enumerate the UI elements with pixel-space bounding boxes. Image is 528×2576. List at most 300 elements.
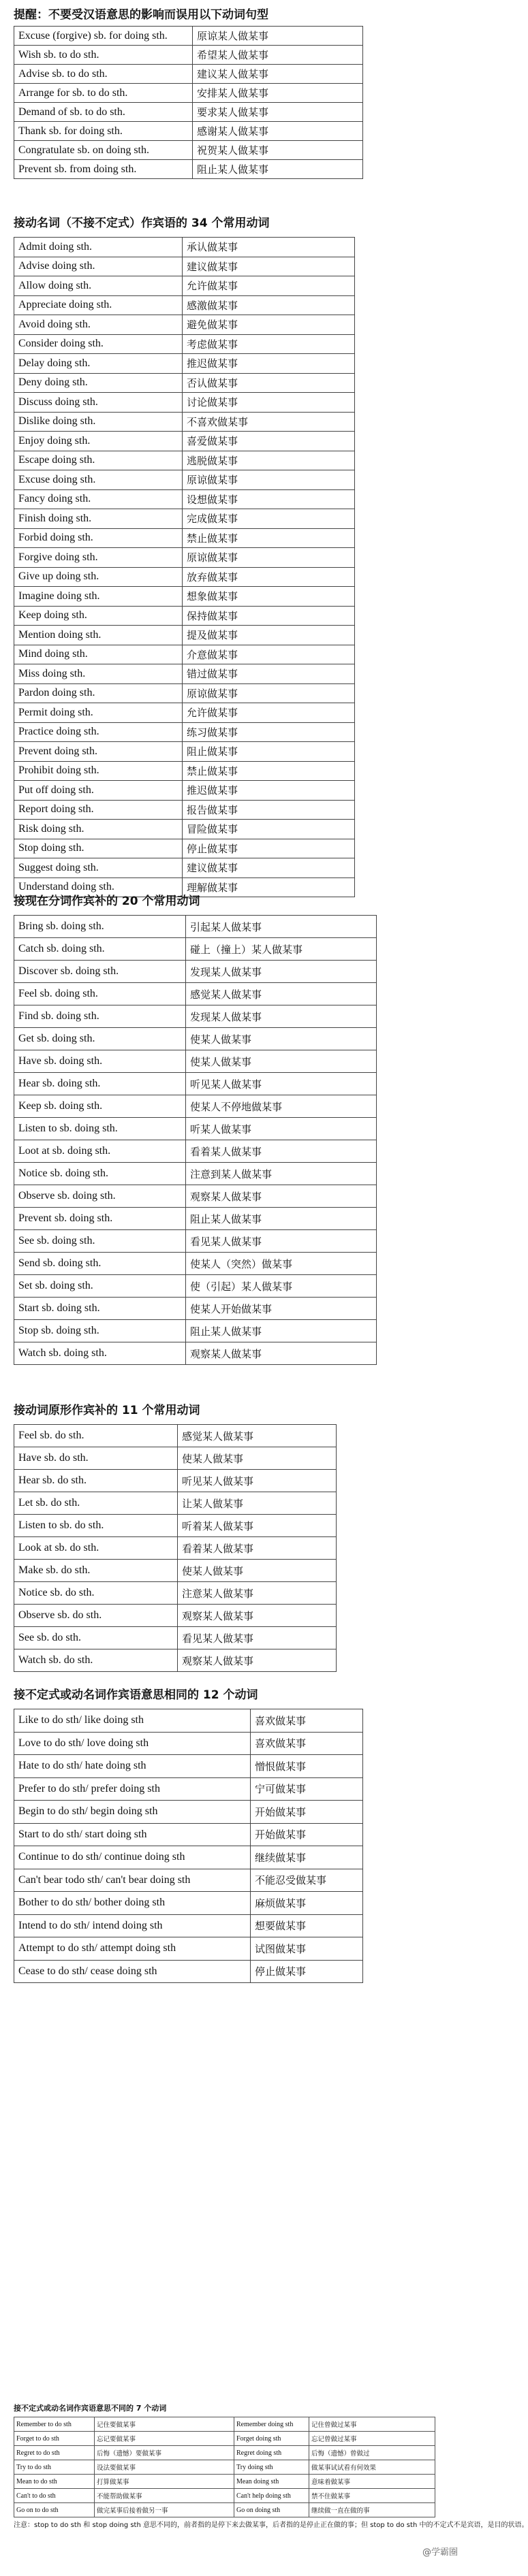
verb-pattern: See sb. do sth. (14, 1627, 178, 1649)
verb-pattern: Love to do sth/ love doing sth (14, 1732, 251, 1755)
table-row (14, 781, 355, 801)
verb-pattern: Risk doing sth. (14, 820, 183, 839)
table-row (14, 587, 355, 607)
table-row (14, 961, 377, 983)
chinese-meaning: 阻止某人做某事 (186, 1208, 377, 1230)
meaning-infinitive: 设法要做某事 (95, 2460, 234, 2475)
chinese-meaning: 阻止某人做某事 (193, 160, 363, 179)
pattern-gerund: Try doing sth (234, 2460, 309, 2475)
table-row (14, 1095, 377, 1118)
table-row (14, 2503, 435, 2517)
chinese-meaning: 禁止做某事 (183, 761, 355, 781)
chinese-meaning: 注意到某人做某事 (186, 1163, 377, 1185)
verb-pattern: Discover sb. doing sth. (14, 961, 186, 983)
table-row (14, 1892, 363, 1915)
pattern-gerund: Go on doing sth (234, 2503, 309, 2517)
verb-pattern: Finish doing sth. (14, 509, 183, 529)
table-row (14, 354, 355, 374)
chinese-meaning: 听见某人做某事 (186, 1073, 377, 1095)
verb-pattern: Prevent doing sth. (14, 742, 183, 762)
chinese-meaning: 错过做某事 (183, 664, 355, 684)
chinese-meaning: 看着某人做某事 (178, 1537, 337, 1560)
meaning-infinitive: 记住要做某事 (95, 2417, 234, 2432)
verb-pattern: Demand of sb. to do sth. (14, 103, 193, 122)
chinese-meaning: 看见某人做某事 (186, 1230, 377, 1253)
table-row (14, 27, 363, 46)
verb-pattern: Catch sb. doing sth. (14, 938, 186, 961)
verb-pattern: Suggest doing sth. (14, 858, 183, 878)
table-row (14, 315, 355, 335)
verb-pattern: Advise sb. to do sth. (14, 65, 193, 84)
table-row (14, 858, 355, 878)
verb-table (14, 1424, 337, 1672)
meaning-gerund: 忘记曾做过某事 (309, 2432, 435, 2446)
table-row (14, 451, 355, 470)
table-row (14, 1425, 337, 1447)
table-row (14, 1823, 363, 1846)
section-title: 提醒：不要受汉语意思的影响而误用以下动词句型 (14, 8, 268, 22)
table-row (14, 334, 355, 354)
pattern-gerund: Remember doing sth (234, 2417, 309, 2432)
chinese-meaning: 希望某人做某事 (193, 46, 363, 65)
verb-pattern: Miss doing sth. (14, 664, 183, 684)
chinese-meaning: 原谅做某事 (183, 470, 355, 490)
chinese-meaning: 憎恨做某事 (251, 1755, 363, 1778)
verb-pattern: Bother to do sth/ bother doing sth (14, 1892, 251, 1915)
meaning-gerund: 禁不住做某事 (309, 2489, 435, 2503)
pattern-infinitive: Mean to do sth (14, 2475, 95, 2489)
table-row (14, 528, 355, 548)
chinese-meaning: 开始做某事 (251, 1823, 363, 1846)
chinese-meaning: 停止做某事 (251, 1960, 363, 1983)
section-reminder (14, 7, 363, 179)
table-row (14, 432, 355, 451)
table-row (14, 141, 363, 160)
table-row (14, 761, 355, 781)
section-gerund-verbs (14, 215, 355, 897)
table-row (14, 1515, 337, 1537)
table-row (14, 509, 355, 529)
verb-pattern: Hear sb. do sth. (14, 1470, 178, 1492)
table-row (14, 1118, 377, 1140)
verb-pattern: Excuse (forgive) sb. for doing sth. (14, 27, 193, 46)
chinese-meaning: 阻止做某事 (183, 742, 355, 762)
verb-pattern: Understand doing sth. (14, 878, 183, 897)
chinese-meaning: 原谅做某事 (183, 548, 355, 568)
chinese-meaning: 建议做某事 (183, 257, 355, 276)
verb-pattern: Permit doing sth. (14, 703, 183, 723)
verb-pattern: Congratulate sb. on doing sth. (14, 141, 193, 160)
chinese-meaning: 观察某人做某事 (178, 1605, 337, 1627)
table-row (14, 820, 355, 839)
verb-pattern: Have sb. do sth. (14, 1447, 178, 1470)
verb-pattern: Feel sb. doing sth. (14, 983, 186, 1005)
chinese-meaning: 提及做某事 (183, 626, 355, 645)
table-row (14, 295, 355, 315)
meaning-gerund: 意味着做某事 (309, 2475, 435, 2489)
chinese-meaning: 要求某人做某事 (193, 103, 363, 122)
chinese-meaning: 报告做某事 (183, 800, 355, 820)
verb-pattern: Dislike doing sth. (14, 412, 183, 432)
chinese-meaning: 发现某人做某事 (186, 1005, 377, 1028)
chinese-meaning: 否认做某事 (183, 373, 355, 393)
verb-pattern: Loot at sb. doing sth. (14, 1140, 186, 1163)
chinese-meaning: 想要做某事 (251, 1914, 363, 1937)
chinese-meaning: 理解做某事 (183, 878, 355, 897)
table-row (14, 1275, 377, 1298)
table-row (14, 1869, 363, 1892)
chinese-meaning: 感谢某人做某事 (193, 122, 363, 141)
table-row (14, 664, 355, 684)
pattern-infinitive: Forget to do sth (14, 2432, 95, 2446)
table-row (14, 1140, 377, 1163)
chinese-meaning: 喜欢做某事 (251, 1732, 363, 1755)
table-row (14, 1230, 377, 1253)
chinese-meaning: 考虑做某事 (183, 334, 355, 354)
verb-pattern: Bring sb. doing sth. (14, 916, 186, 938)
chinese-meaning: 放弃做某事 (183, 567, 355, 587)
section-title: 接不定式或动名词作宾语意思不同的 7 个动词 (14, 2404, 167, 2413)
section-title: 接动词原形作宾补的 11 个常用动词 (14, 1404, 200, 1417)
table-row (14, 393, 355, 413)
table-row (14, 1960, 363, 1983)
table-row (14, 1777, 363, 1801)
table-row (14, 1755, 363, 1778)
verb-pattern: Begin to do sth/ begin doing sth (14, 1801, 251, 1824)
chinese-meaning: 使某人不停地做某事 (186, 1095, 377, 1118)
chinese-meaning: 安排某人做某事 (193, 84, 363, 103)
verb-pattern: Report doing sth. (14, 800, 183, 820)
chinese-meaning: 祝贺某人做某事 (193, 141, 363, 160)
table-row (14, 1732, 363, 1755)
table-row (14, 1605, 337, 1627)
chinese-meaning: 感觉某人做某事 (178, 1425, 337, 1447)
verb-pattern: Discuss doing sth. (14, 393, 183, 413)
pattern-gerund: Mean doing sth (234, 2475, 309, 2489)
table-row (14, 983, 377, 1005)
verb-pattern: Prevent sb. from doing sth. (14, 160, 193, 179)
table-row (14, 800, 355, 820)
verb-pattern: Arrange for sb. to do sth. (14, 84, 193, 103)
verb-pattern: Can't bear todo sth/ can't bear doing sth (14, 1869, 251, 1892)
chinese-meaning: 建议某人做某事 (193, 65, 363, 84)
verb-pattern: Fancy doing sth. (14, 489, 183, 509)
table-row (14, 1560, 337, 1582)
table-row (14, 46, 363, 65)
chinese-meaning: 使某人开始做某事 (186, 1298, 377, 1320)
chinese-meaning: 不能忍受做某事 (251, 1869, 363, 1892)
table-row (14, 489, 355, 509)
chinese-meaning: 观察某人做某事 (186, 1342, 377, 1365)
verb-pattern: Escape doing sth. (14, 451, 183, 470)
verb-pattern: Watch sb. doing sth. (14, 1342, 186, 1365)
table-row (14, 1298, 377, 1320)
chinese-meaning: 不喜欢做某事 (183, 412, 355, 432)
section-title: 接动名词（不接不定式）作宾语的 34 个常用动词 (14, 216, 270, 230)
table-row (14, 645, 355, 664)
chinese-meaning: 建议做某事 (183, 858, 355, 878)
meaning-infinitive: 打算做某事 (95, 2475, 234, 2489)
table-row (14, 1470, 337, 1492)
verb-pattern: Feel sb. do sth. (14, 1425, 178, 1447)
verb-pattern: Start to do sth/ start doing sth (14, 1823, 251, 1846)
verb-table (14, 915, 377, 1365)
chinese-meaning: 观察某人做某事 (178, 1649, 337, 1672)
verb-pattern: Notice sb. do sth. (14, 1582, 178, 1605)
verb-pattern: Prevent sb. doing sth. (14, 1208, 186, 1230)
table-row (14, 1050, 377, 1073)
verb-pattern: Imagine doing sth. (14, 587, 183, 607)
table-row (14, 1320, 377, 1342)
table-row (14, 412, 355, 432)
chinese-meaning: 推迟做某事 (183, 781, 355, 801)
chinese-meaning: 想象做某事 (183, 587, 355, 607)
table-row (14, 2460, 435, 2475)
table-row (14, 683, 355, 703)
chinese-meaning: 继续做某事 (251, 1846, 363, 1869)
verb-pattern: Get sb. doing sth. (14, 1028, 186, 1050)
chinese-meaning: 使某人做某事 (186, 1050, 377, 1073)
chinese-meaning: 冒险做某事 (183, 820, 355, 839)
table-row (14, 1937, 363, 1961)
chinese-meaning: 感激做某事 (183, 295, 355, 315)
verb-pattern: Mention doing sth. (14, 626, 183, 645)
chinese-meaning: 使某人做某事 (178, 1447, 337, 1470)
table-row (14, 103, 363, 122)
chinese-meaning: 练习做某事 (183, 722, 355, 742)
table-row (14, 1342, 377, 1365)
verb-table (14, 26, 363, 179)
chinese-meaning: 推迟做某事 (183, 354, 355, 374)
verb-pattern: Give up doing sth. (14, 567, 183, 587)
table-row (14, 65, 363, 84)
pattern-infinitive: Go on to do sth (14, 2503, 95, 2517)
chinese-meaning: 使某人（突然）做某事 (186, 1253, 377, 1275)
chinese-meaning: 承认做某事 (183, 238, 355, 257)
verb-pattern: Mind doing sth. (14, 645, 183, 664)
verb-pattern: Notice sb. doing sth. (14, 1163, 186, 1185)
chinese-meaning: 完成做某事 (183, 509, 355, 529)
verb-pattern: Attempt to do sth/ attempt doing sth (14, 1937, 251, 1961)
table-row (14, 703, 355, 723)
verb-pattern: Enjoy doing sth. (14, 432, 183, 451)
chinese-meaning: 引起某人做某事 (186, 916, 377, 938)
chinese-meaning: 碰上（撞上）某人做某事 (186, 938, 377, 961)
verb-pattern: Have sb. doing sth. (14, 1050, 186, 1073)
chinese-meaning: 保持做某事 (183, 606, 355, 626)
chinese-meaning: 原谅做某事 (183, 683, 355, 703)
table-row (14, 1208, 377, 1230)
chinese-meaning: 让某人做某事 (178, 1492, 337, 1515)
table-row (14, 548, 355, 568)
section-title: 接不定式或动名词作宾语意思相同的 12 个动词 (14, 1688, 258, 1702)
pattern-gerund: Regret doing sth (234, 2446, 309, 2460)
verb-pattern: Like to do sth/ like doing sth (14, 1709, 251, 1733)
table-row (14, 276, 355, 296)
table-row (14, 1801, 363, 1824)
table-row (14, 373, 355, 393)
chinese-meaning: 看着某人做某事 (186, 1140, 377, 1163)
chinese-meaning: 注意某人做某事 (178, 1582, 337, 1605)
chinese-meaning: 听某人做某事 (186, 1118, 377, 1140)
verb-pattern: Forbid doing sth. (14, 528, 183, 548)
verb-pattern: Delay doing sth. (14, 354, 183, 374)
pattern-infinitive: Regret to do sth (14, 2446, 95, 2460)
chinese-meaning: 开始做某事 (251, 1801, 363, 1824)
table-row (14, 2475, 435, 2489)
chinese-meaning: 使某人做某事 (178, 1560, 337, 1582)
chinese-meaning: 喜欢做某事 (251, 1709, 363, 1733)
verb-pattern: Hear sb. doing sth. (14, 1073, 186, 1095)
watermark: @学霸圈 (422, 2547, 458, 2558)
meaning-infinitive: 做完某事后接着做另一事 (95, 2503, 234, 2517)
meaning-infinitive: 忘记要做某事 (95, 2432, 234, 2446)
chinese-meaning: 停止做某事 (183, 839, 355, 858)
verb-pattern: Make sb. do sth. (14, 1560, 178, 1582)
table-row (14, 1914, 363, 1937)
chinese-meaning: 阻止某人做某事 (186, 1320, 377, 1342)
chinese-meaning: 发现某人做某事 (186, 961, 377, 983)
section-different-meaning-verbs (14, 2403, 528, 2531)
verb-pattern: Put off doing sth. (14, 781, 183, 801)
table-row (14, 1649, 337, 1672)
chinese-meaning: 麻烦做某事 (251, 1892, 363, 1915)
verb-pattern: Consider doing sth. (14, 334, 183, 354)
chinese-meaning: 讨论做某事 (183, 393, 355, 413)
table-row (14, 2446, 435, 2460)
table-row (14, 916, 377, 938)
table-row (14, 1846, 363, 1869)
table-row (14, 238, 355, 257)
verb-table (14, 1709, 363, 1983)
chinese-meaning: 避免做某事 (183, 315, 355, 335)
pattern-infinitive: Can't to do sth (14, 2489, 95, 2503)
chinese-meaning: 感觉某人做某事 (186, 983, 377, 1005)
table-row (14, 122, 363, 141)
chinese-meaning: 使某人做某事 (186, 1028, 377, 1050)
verb-pattern: Watch sb. do sth. (14, 1649, 178, 1672)
verb-pattern: See sb. doing sth. (14, 1230, 186, 1253)
verb-pattern: Stop doing sth. (14, 839, 183, 858)
table-row (14, 257, 355, 276)
table-row (14, 1582, 337, 1605)
verb-pattern: Advise doing sth. (14, 257, 183, 276)
verb-pattern: Observe sb. do sth. (14, 1605, 178, 1627)
meaning-gerund: 后悔（遗憾）曾做过 (309, 2446, 435, 2460)
table-row (14, 1163, 377, 1185)
table-row (14, 2417, 435, 2432)
table-row (14, 470, 355, 490)
table-row (14, 84, 363, 103)
verb-pattern: Excuse doing sth. (14, 470, 183, 490)
verb-pattern: Look at sb. do sth. (14, 1537, 178, 1560)
table-row (14, 567, 355, 587)
meaning-infinitive: 后悔（遗憾）要做某事 (95, 2446, 234, 2460)
pattern-infinitive: Remember to do sth (14, 2417, 95, 2432)
chinese-meaning: 使（引起）某人做某事 (186, 1275, 377, 1298)
verb-pattern: Avoid doing sth. (14, 315, 183, 335)
chinese-meaning: 设想做某事 (183, 489, 355, 509)
note-text: 注意：stop to do sth 和 stop doing sth 意思不同的，前者指的是停下来去做某事，后者指的是停止正在做的事；但 stop to do sth 中的不定式不是宾语，是目的状语。 (14, 2522, 528, 2529)
verb-pattern: Forgive doing sth. (14, 548, 183, 568)
pattern-gerund: Can't help doing sth (234, 2489, 309, 2503)
verb-table (14, 237, 355, 897)
chinese-meaning: 试图做某事 (251, 1937, 363, 1961)
table-row (14, 1028, 377, 1050)
chinese-meaning: 听见某人做某事 (178, 1470, 337, 1492)
verb-pattern: Pardon doing sth. (14, 683, 183, 703)
verb-pattern: Stop sb. doing sth. (14, 1320, 186, 1342)
meaning-gerund: 记住曾做过某事 (309, 2417, 435, 2432)
verb-pattern: Allow doing sth. (14, 276, 183, 296)
table-row (14, 1492, 337, 1515)
verb-pattern: Appreciate doing sth. (14, 295, 183, 315)
verb-pattern: Listen to sb. do sth. (14, 1515, 178, 1537)
section-present-participle-complement (14, 893, 377, 1365)
chinese-meaning: 喜爱做某事 (183, 432, 355, 451)
verb-pattern: Listen to sb. doing sth. (14, 1118, 186, 1140)
table-row (14, 1073, 377, 1095)
chinese-meaning: 禁止做某事 (183, 528, 355, 548)
verb-pattern: Intend to do sth/ intend doing sth (14, 1914, 251, 1937)
verb-pattern: Admit doing sth. (14, 238, 183, 257)
verb-pattern: Cease to do sth/ cease doing sth (14, 1960, 251, 1983)
table-row (14, 938, 377, 961)
table-row (14, 1537, 337, 1560)
verb-pattern: Continue to do sth/ continue doing sth (14, 1846, 251, 1869)
verb-pattern: Practice doing sth. (14, 722, 183, 742)
pattern-gerund: Forget doing sth (234, 2432, 309, 2446)
table-row (14, 839, 355, 858)
table-row (14, 2489, 435, 2503)
verb-pattern: Keep sb. doing sth. (14, 1095, 186, 1118)
verb-pattern: Set sb. doing sth. (14, 1275, 186, 1298)
chinese-meaning: 观察某人做某事 (186, 1185, 377, 1208)
verb-pattern: Let sb. do sth. (14, 1492, 178, 1515)
table-row (14, 2432, 435, 2446)
chinese-meaning: 宁可做某事 (251, 1777, 363, 1801)
meaning-infinitive: 不能帮助做某事 (95, 2489, 234, 2503)
verb-pattern: Deny doing sth. (14, 373, 183, 393)
table-row (14, 626, 355, 645)
table-row (14, 1447, 337, 1470)
verb-table-small (14, 2417, 435, 2517)
verb-pattern: Send sb. doing sth. (14, 1253, 186, 1275)
chinese-meaning: 原谅某人做某事 (193, 27, 363, 46)
verb-pattern: Observe sb. doing sth. (14, 1185, 186, 1208)
chinese-meaning: 允许做某事 (183, 276, 355, 296)
verb-pattern: Find sb. doing sth. (14, 1005, 186, 1028)
table-row (14, 742, 355, 762)
table-row (14, 1253, 377, 1275)
table-row (14, 1005, 377, 1028)
chinese-meaning: 允许做某事 (183, 703, 355, 723)
section-same-meaning-verbs (14, 1687, 363, 1983)
verb-pattern: Wish sb. to do sth. (14, 46, 193, 65)
section-title: 接现在分词作宾补的 20 个常用动词 (14, 895, 200, 908)
verb-pattern: Start sb. doing sth. (14, 1298, 186, 1320)
verb-pattern: Prohibit doing sth. (14, 761, 183, 781)
verb-pattern: Prefer to do sth/ prefer doing sth (14, 1777, 251, 1801)
chinese-meaning: 听着某人做某事 (178, 1515, 337, 1537)
verb-pattern: Thank sb. for doing sth. (14, 122, 193, 141)
table-row (14, 1709, 363, 1733)
chinese-meaning: 介意做某事 (183, 645, 355, 664)
pattern-infinitive: Try to do sth (14, 2460, 95, 2475)
chinese-meaning: 逃脱做某事 (183, 451, 355, 470)
chinese-meaning: 看见某人做某事 (178, 1627, 337, 1649)
section-bare-infinitive-complement (14, 1402, 337, 1672)
